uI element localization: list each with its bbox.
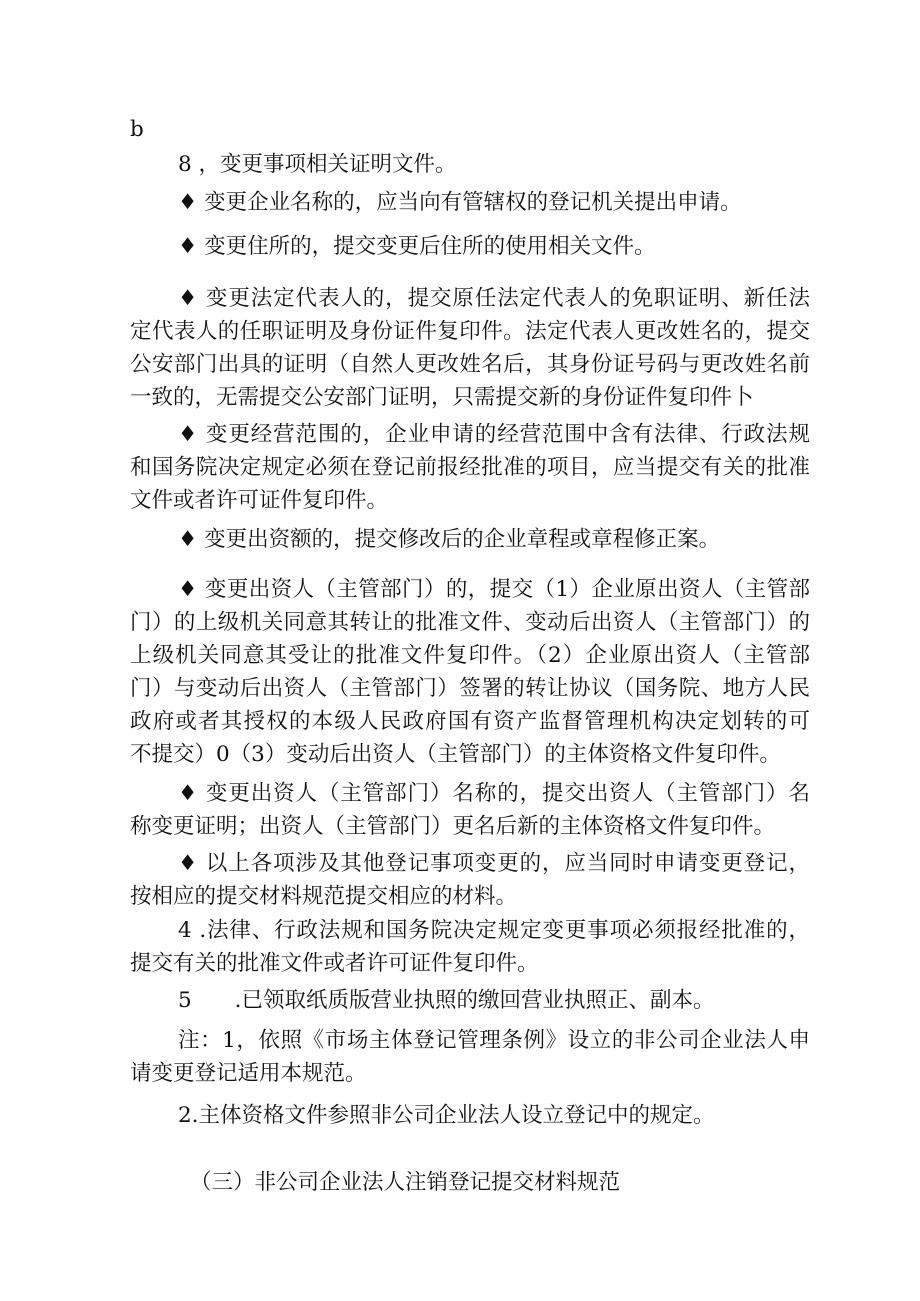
bullet-capital: ♦ 变更出资额的，提交修改后的企业章程或章程修正案。 <box>178 527 721 552</box>
bullet-other-changes: ♦ 以上各项涉及其他登记事项变更的，应当同时申请变更登记， <box>178 851 810 876</box>
paragraph-line: 请变更登记适用本规范。 <box>130 1061 367 1086</box>
item-4: 4 .法律、行政法规和国务院决定规定变更事项必须报经批准的， <box>178 918 810 943</box>
bullet-investor-name: ♦ 变更出资人（主管部门）名称的，提交出资人（主管部门）名 <box>178 781 810 806</box>
paragraph-line: 和国务院决定规定必须在登记前报经批准的项目，应当提交有关的批准 <box>130 455 810 480</box>
note-1: 注：1，依照《市场主体登记管理条例》设立的非公司企业法人申 <box>178 1028 810 1053</box>
bullet-investor: ♦ 变更出资人（主管部门）的，提交（1）企业原出资人（主管部 <box>178 577 810 602</box>
item-8-heading: 8 ，变更事项相关证明文件。 <box>178 152 457 177</box>
bullet-business-scope: ♦ 变更经营范围的，企业申请的经营范围中含有法律、行政法规 <box>178 422 810 447</box>
bullet-company-name: ♦ 变更企业名称的，应当向有管辖权的登记机关提出申请。 <box>178 190 742 215</box>
item-5: 5 .已领取纸质版营业执照的缴回营业执照正、副本。 <box>178 988 715 1013</box>
paragraph-line: 公安部门出具的证明（自然人更改姓名后，其身份证号码与更改姓名前 <box>130 352 810 377</box>
note-2: 2.主体资格文件参照非公司企业法人设立登记中的规定。 <box>178 1103 715 1128</box>
paragraph-line: 称变更证明；出资人（主管部门）更名后新的主体资格文件复印件。 <box>130 814 776 839</box>
stray-mark: b <box>130 117 144 142</box>
paragraph-line: 门）的上级机关同意其转让的批准文件、变动后出资人（主管部门）的 <box>130 610 810 635</box>
paragraph-line: 按相应的提交材料规范提交相应的材料。 <box>130 884 518 909</box>
paragraph-line: 文件或者许可证件复印件。 <box>130 488 389 513</box>
paragraph-line: 上级机关同意其受让的批准文件复印件。（2）企业原出资人（主管部 <box>130 643 810 668</box>
bullet-legal-rep: ♦ 变更法定代表人的，提交原任法定代表人的免职证明、新任法 <box>178 286 810 311</box>
bullet-address: ♦ 变更住所的，提交变更后住所的使用相关文件。 <box>178 234 656 259</box>
paragraph-line: 不提交）0（3）变动后出资人（主管部门）的主体资格文件复印件。 <box>130 742 781 767</box>
paragraph-line: 定代表人的任职证明及身份证件复印件。法定代表人更改姓名的，提交 <box>130 319 810 344</box>
paragraph-line: 门）与变动后出资人（主管部门）签署的转让协议（国务院、地方人民 <box>130 676 810 701</box>
paragraph-line: 政府或者其授权的本级人民政府国有资产监督管理机构决定划转的可 <box>130 709 810 734</box>
section-heading: （三）非公司企业法人注销登记提交材料规范 <box>190 1170 621 1195</box>
paragraph-line: 一致的，无需提交公安部门证明，只需提交新的身份证件复印件卜 <box>130 385 754 410</box>
paragraph-line: 提交有关的批准文件或者许可证件复印件。 <box>130 951 539 976</box>
